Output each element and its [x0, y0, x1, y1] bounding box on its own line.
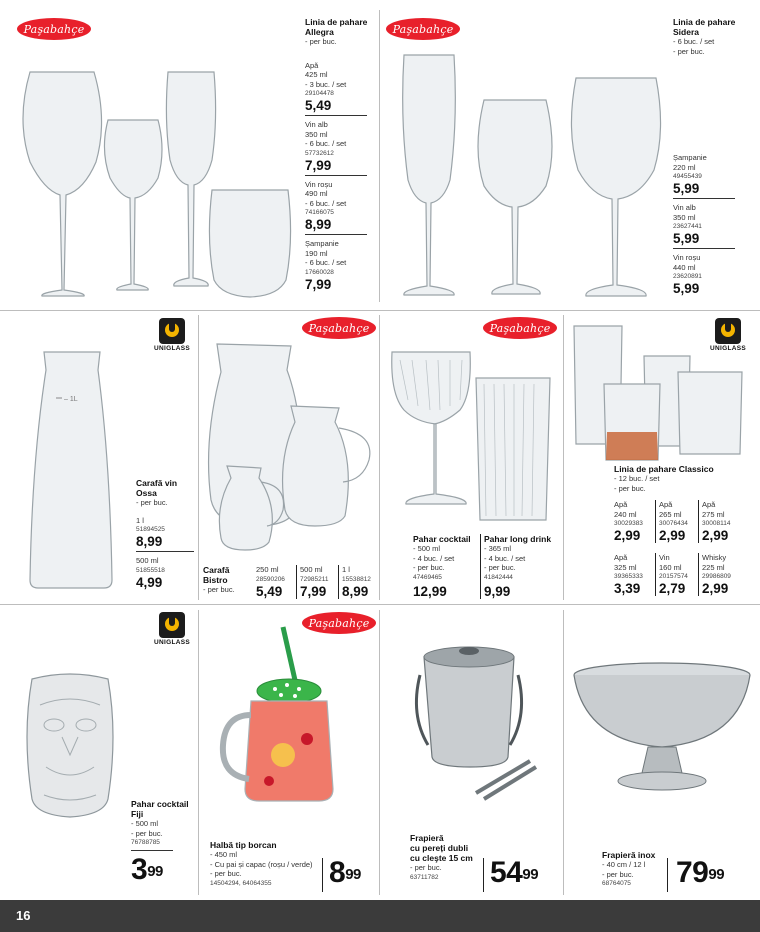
item-set: - 6 buc. / set — [305, 139, 347, 148]
unit: - per buc. — [131, 828, 163, 838]
item-set: - 3 buc. / set — [305, 79, 347, 89]
classico-glasses-image — [564, 310, 760, 460]
item-size: 490 ml — [305, 189, 328, 198]
classico-item — [614, 553, 643, 596]
frapiera1-info — [410, 833, 484, 882]
item-code: 15538812 — [342, 575, 371, 583]
product-title: Linia de pahare — [305, 17, 368, 27]
item-price: 5,99 — [673, 281, 700, 296]
item-set: - 6 buc. / set — [305, 258, 347, 267]
allegra-info — [305, 17, 375, 292]
sidera-info — [673, 17, 755, 56]
unit: - per buc. — [673, 46, 705, 56]
fiji-glass-image — [0, 605, 200, 825]
item-name: Apă — [702, 500, 716, 509]
item-code: 51894525 — [136, 526, 165, 533]
unit: - per buc. — [413, 563, 445, 572]
halba-price: $8^{99}$ — [322, 858, 361, 892]
item-name: Apă — [614, 553, 628, 562]
item-name: Apă — [614, 500, 628, 509]
item-price: 2,99 — [614, 528, 641, 543]
item-set: - 4 buc. / set — [413, 553, 455, 563]
set-size: - 12 buc. / set — [614, 474, 660, 483]
item-code: 23620891 — [673, 273, 702, 280]
item-code: 63711782 — [410, 873, 439, 881]
ice-bucket-image — [380, 605, 564, 825]
item-size: 225 ml — [702, 562, 725, 572]
mason-jar-mug-image — [199, 605, 379, 825]
allegra-item — [305, 180, 375, 236]
pasabahce-logo: Paşabahçe — [17, 18, 91, 40]
item-name: Whisky — [702, 553, 727, 562]
bistro-info — [203, 565, 253, 595]
item-price: 5,99 — [673, 231, 700, 246]
item-price: 2,99 — [702, 581, 729, 596]
product-title: Linia de pahare Classico — [614, 464, 714, 474]
product-title: Pahar cocktail — [131, 799, 189, 809]
unit: - per buc. — [602, 869, 634, 879]
unit: - per buc. — [136, 498, 168, 507]
item-code: 14504294, 64064355 — [210, 879, 272, 887]
punch-bowl-image — [564, 605, 760, 825]
item-code: 30008114 — [702, 520, 731, 527]
item-price: 4,99 — [136, 574, 163, 590]
allegra-item — [305, 61, 375, 117]
item-size: - 40 cm / 12 l — [602, 860, 646, 869]
bistro-item — [338, 565, 371, 599]
product-title: Pahar long drink — [484, 534, 552, 544]
frapiera2-info — [602, 850, 666, 888]
item-price: 2,99 — [702, 528, 729, 543]
unit: - per buc. — [484, 563, 516, 572]
item-set: - 6 buc. / set — [305, 198, 347, 208]
bistro-item — [296, 565, 328, 599]
item-price: 8,99 — [342, 583, 369, 599]
longdrink-info — [480, 534, 560, 599]
frapiera2-price: $79^{99}$ — [667, 858, 724, 892]
item-name: Șampanie — [673, 153, 707, 162]
item-name: Vin alb — [305, 120, 328, 129]
item-size: 190 ml — [305, 248, 328, 258]
pasabahce-logo: Paşabahçe — [386, 18, 460, 40]
pasabahce-logo: Paşabahçe — [302, 317, 376, 339]
cocktail-info — [413, 534, 481, 599]
item-price: 8,99 — [305, 217, 332, 232]
classico-item — [698, 500, 730, 543]
item-size: 425 ml — [305, 70, 328, 79]
uniglass-logo: UNIGLASS — [147, 318, 197, 352]
item-price: 9,99 — [484, 583, 511, 599]
item-price: 7,99 — [300, 583, 327, 599]
item-price: 12,99 — [413, 583, 447, 599]
item-size: 265 ml — [659, 509, 682, 519]
page-footer — [0, 900, 760, 932]
volume-mark: – 1L — [64, 396, 78, 403]
product-name: cu cleşte 15 cm — [410, 853, 473, 863]
item-price: $3^{99}$ — [131, 853, 163, 886]
item-size: 440 ml — [673, 262, 696, 272]
classico-item — [655, 500, 688, 543]
item-code: 29104478 — [305, 90, 334, 97]
item-price: 5,99 — [673, 181, 700, 196]
unit: - per buc. — [410, 863, 442, 872]
product-title: Linia de pahare — [673, 17, 736, 27]
item-name: Vin roșu — [673, 253, 701, 262]
item-description: - Cu pai și capac (roșu / verde) — [210, 859, 313, 869]
product-name: Sidera — [673, 27, 699, 37]
item-code: 68764075 — [602, 880, 631, 887]
item-size: - 365 ml — [484, 544, 512, 553]
product-title: Halbă tip borcan — [210, 840, 277, 850]
item-size: - 450 ml — [210, 850, 238, 859]
product-title: Frapieră inox — [602, 850, 656, 860]
item-name: Vin alb — [673, 203, 696, 212]
item-size: 325 ml — [614, 562, 637, 572]
bistro-item — [256, 565, 285, 599]
item-name: Vin — [659, 553, 670, 562]
item-code: 47469465 — [413, 573, 442, 581]
item-code: 30029383 — [614, 520, 643, 527]
product-title: Carafă vin — [136, 478, 178, 488]
item-code: 41842444 — [484, 573, 513, 581]
item-price: 8,99 — [136, 534, 163, 549]
fiji-info — [131, 799, 197, 885]
sidera-glasses-image — [380, 0, 680, 310]
item-name: Șampanie — [305, 239, 339, 248]
unit: - per buc. — [305, 37, 337, 46]
unit: - per buc. — [203, 585, 235, 594]
item-code: 74166075 — [305, 209, 334, 216]
item-size: 160 ml — [659, 562, 682, 572]
product-name: Bistro — [203, 575, 228, 585]
sidera-items — [673, 153, 755, 296]
item-code: 57732612 — [305, 149, 334, 157]
item-size: 350 ml — [305, 129, 328, 139]
halba-info — [210, 840, 322, 888]
item-size: 240 ml — [614, 509, 637, 519]
uniglass-logo: UNIGLASS — [703, 318, 753, 352]
bistro-jugs-image — [199, 310, 379, 560]
sidera-item — [673, 153, 755, 199]
frapiera1-price: $54^{99}$ — [483, 858, 538, 892]
item-price: 5,49 — [305, 98, 332, 113]
item-size: 500 ml — [300, 565, 323, 574]
page-number: 16 — [16, 908, 31, 923]
item-code: 76788785 — [131, 839, 160, 846]
item-size: 220 ml — [673, 162, 696, 172]
unit: - per buc. — [614, 483, 646, 493]
item-code: 51855518 — [136, 566, 165, 574]
item-size: 500 ml — [136, 556, 159, 565]
classico-item — [614, 500, 643, 543]
item-code: 49455439 — [673, 173, 702, 180]
item-price: 2,99 — [659, 528, 686, 543]
ossa-info — [136, 478, 196, 590]
allegra-item — [305, 120, 375, 176]
item-code: 17660028 — [305, 268, 334, 276]
item-size: 1 l — [342, 565, 350, 574]
sidera-item — [673, 203, 755, 249]
item-name: Apă — [305, 60, 319, 70]
item-size: 250 ml — [256, 565, 279, 574]
product-title: Pahar cocktail — [413, 534, 471, 544]
item-code: 20157574 — [659, 573, 688, 580]
unit: - per buc. — [210, 869, 242, 878]
classico-item — [698, 553, 731, 596]
item-code: 28590206 — [256, 575, 285, 583]
classico-item — [655, 553, 688, 596]
product-title: Frapieră — [410, 833, 444, 843]
item-price: 5,49 — [256, 583, 283, 599]
classico-info — [614, 464, 754, 493]
item-code: 29986809 — [702, 573, 731, 580]
item-price: 7,99 — [305, 276, 332, 292]
allegra-item — [305, 239, 375, 292]
item-code: 72985211 — [300, 575, 329, 583]
item-price: 7,99 — [305, 157, 332, 173]
cocktail-glasses-image — [380, 310, 564, 530]
item-code: 23627441 — [673, 223, 702, 230]
item-set: - 4 buc. / set — [484, 553, 526, 563]
item-price: 2,79 — [659, 581, 686, 596]
uniglass-logo: UNIGLASS — [147, 612, 197, 646]
item-code: 30076434 — [659, 520, 688, 527]
product-name: Allegra — [305, 27, 334, 37]
product-name: cu pereți dubli — [410, 843, 469, 853]
item-price: 3,39 — [614, 581, 641, 596]
item-name: Apă — [659, 500, 673, 509]
item-size: 275 ml — [702, 509, 725, 519]
product-name: Fiji — [131, 809, 144, 819]
item-code: 39365333 — [614, 573, 643, 580]
item-size: 350 ml — [673, 212, 696, 222]
item-size: - 500 ml — [131, 819, 159, 828]
item-size: - 500 ml — [413, 544, 441, 553]
product-title: Carafă — [203, 565, 230, 575]
pasabahce-logo: Paşabahçe — [302, 612, 376, 634]
product-name: Ossa — [136, 488, 157, 498]
item-size: 1 l — [136, 515, 144, 525]
pasabahce-logo: Paşabahçe — [483, 317, 557, 339]
sidera-item — [673, 253, 755, 296]
item-name: Vin roșu — [305, 179, 333, 189]
set-size: - 6 buc. / set — [673, 37, 715, 46]
